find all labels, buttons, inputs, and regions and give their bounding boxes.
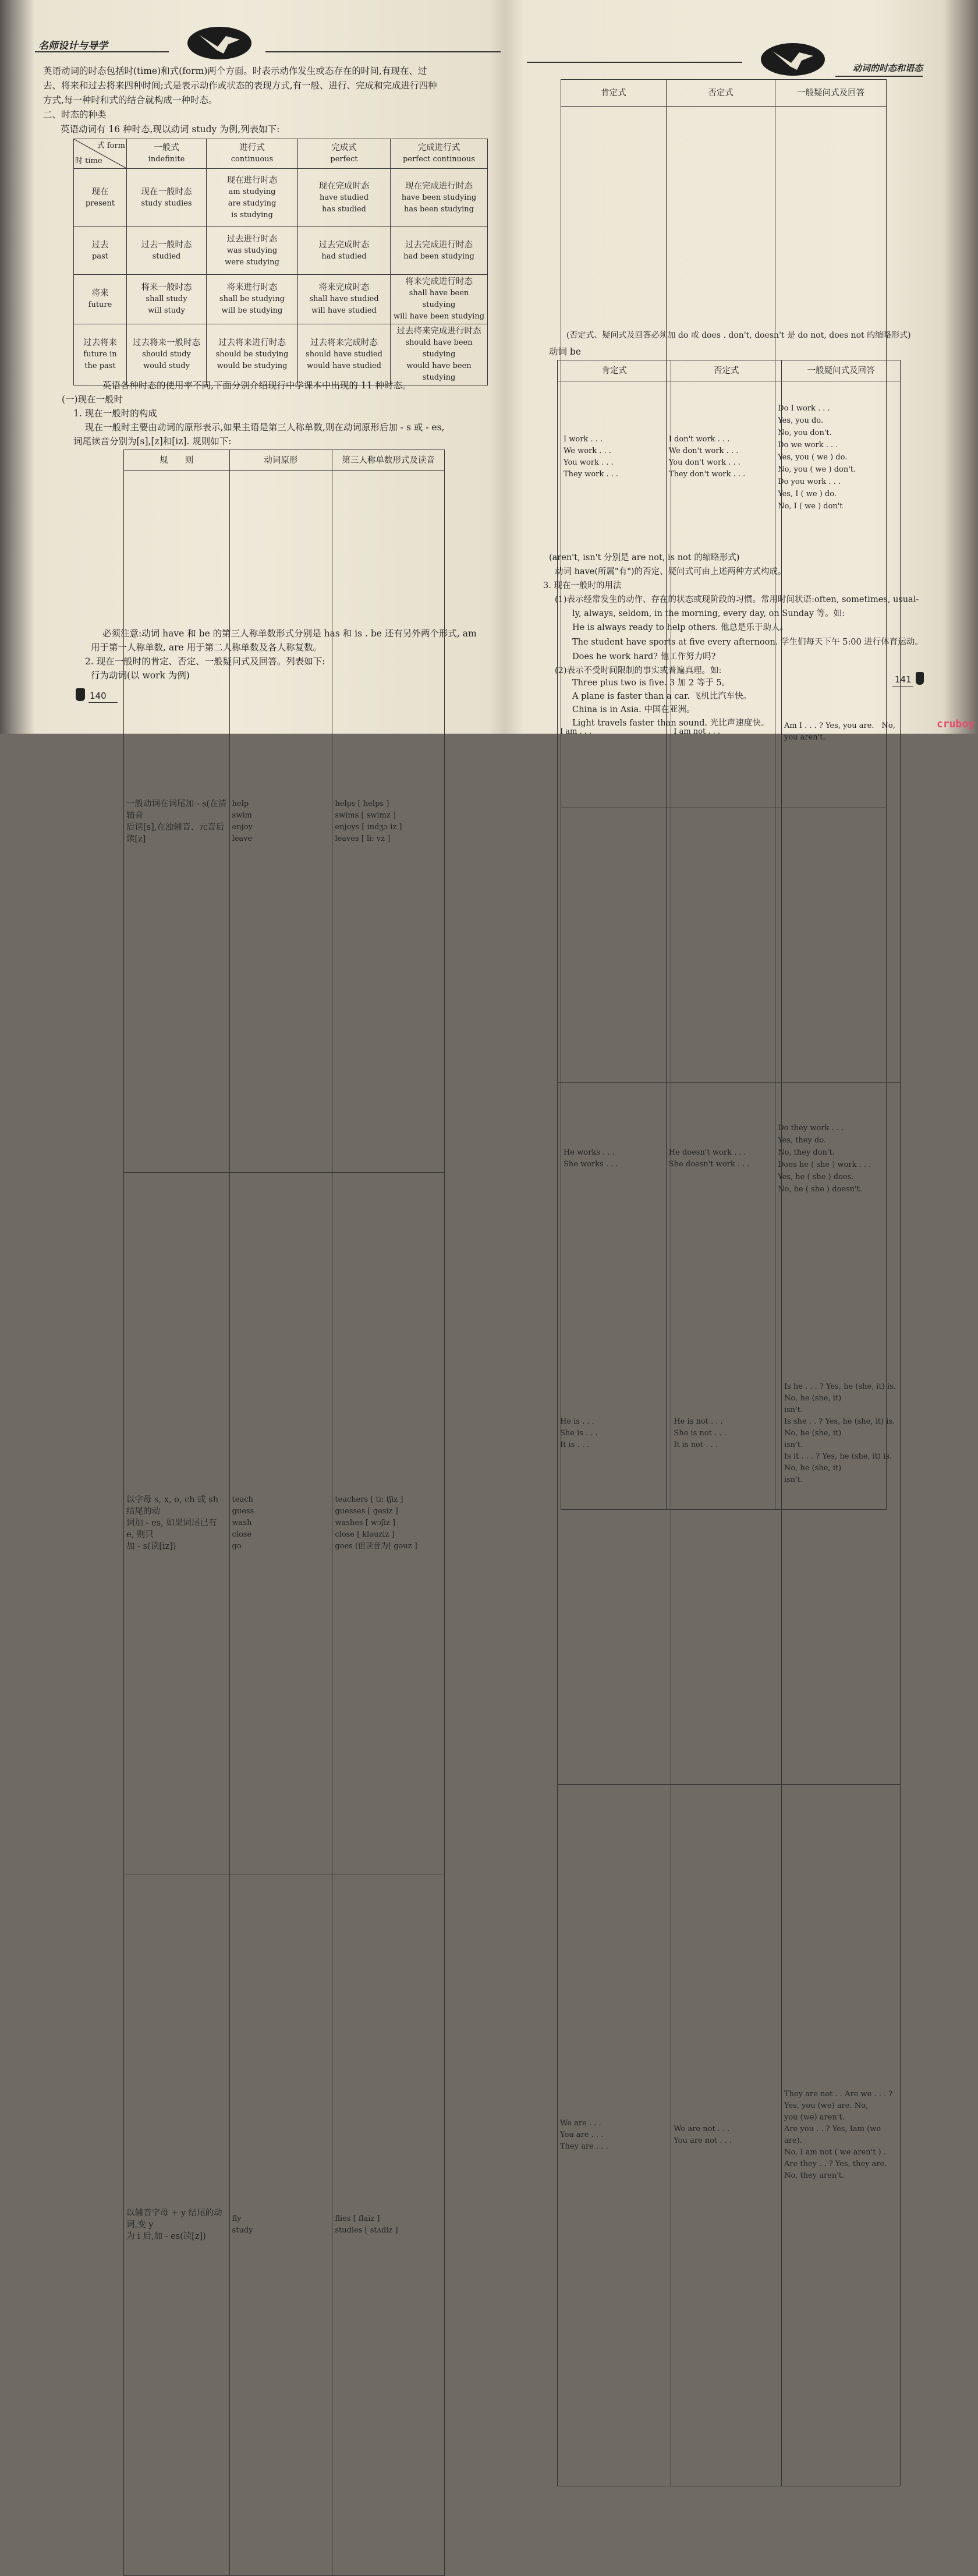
bird-logo-icon	[187, 27, 251, 59]
candle-icon	[916, 672, 924, 685]
subsection-title: 1. 现在一般时的构成	[73, 408, 157, 419]
example-block-1: He is always ready to help others. 他总是乐于助人。 The student have sports at five every afternoon. 学生们每天下午 5:00 进行体育运动。 Does he work hard? 他工作努力吗?	[572, 623, 923, 661]
be-note: (aren't, isn't 分别是 are not, is not 的缩略形式)	[549, 553, 740, 562]
bird-logo-icon	[761, 43, 825, 76]
note-paragraph-cont: 用于第一人称单数, are 用于第二人称单数及各人称复数。	[91, 642, 323, 653]
usage-1: (1)表示经常发生的动作、存在的状态或现阶段的习惯。常用时间状语:often, sometimes, usual-	[555, 595, 919, 604]
table-row: 过去将来 future in the past 过去将来一般时态 should study would study 过去将来进行时态 should be studying would be studying 过去将来完成时态 should have studied would have studied 过去将来完成进行时态 should have been studying would have been studying	[74, 324, 488, 385]
table-row: I work . . . We work . . . You work . . . They work . . . I don't work . . . We don't work . . . You don't work . . . They don't work . . . Do I work . . . Yes, you do. No, you don't. Do we work . . . Yes, you ( we ) do. No, you ( we ) don't. Do you work . . . Yes, I ( we ) do. No, I ( we ) don't	[561, 107, 887, 808]
rule-table: 规 则 动词原形 第三人称单数形式及读音 一般动词在词尾加 - s(在清辅音 后读[s],在浊辅音、元音后读[z] help swim enjoy leave helps [ helps ] swims [ swimz ] enjoys [ indʒɔ iz ] leaves [ li: vz ] 以字母 s, x, o, ch 或 sh 结尾的动 词加 - es, 如果词尾已有 e, 则只 加 - s(读[iz]) teach guess wash close go teachers [ ti: tʃiz ] guesses [ gesiz ] washes [ wɔʃiz ] close [ kləuziz ] goes (但读音为[ gəuz ] 以辅音字母 + y 结尾的动词,变 y 为 i 后,加 - es(读[z]) fly study flies [ flaiz ] studies [ stʌdiz ]	[123, 450, 445, 2576]
left-header-title: 名师设计与导学	[38, 40, 108, 52]
table-row: I am . . . I am not . . . Am I . . . ? Yes, you are. No, you aren't.	[558, 381, 901, 1083]
right-header-rule	[527, 62, 742, 63]
page-number-left: 140	[90, 691, 107, 701]
be-title: 动词 be	[549, 346, 582, 357]
table-row: We are . . . You are . . . They are . . . We are not . . . You are not . . . They are not . . Are we . . . ? Yes, you (we) are. No, you (we) aren't. Are you . . ? Yes, Iam (we are). No, I am not ( we aren't ) . Are they . . ? Yes, they are. No, they aren't.	[558, 1785, 901, 2486]
right-header-rule-2	[835, 76, 923, 77]
example-block-2: Three plus two is five. 3 加 2 等于 5。 A plane is faster than a car. 飞机比汽车快。 China is in Asia. 中国在亚洲。 Light travels faster than sound. 光比声速度快。	[572, 678, 770, 728]
section-heading: 二、时态的种类	[43, 109, 107, 120]
work-note: (否定式、疑问式及回答必须加 do 或 does . don't, doesn't 是 do not, does not 的缩略形式)	[566, 331, 911, 340]
page-number-right: 141	[895, 674, 912, 685]
page-number-rule	[88, 702, 118, 703]
table-row: He works . . . She works . . . He doesn't work . . . She doesn't work . . . Do they work . . . Yes, they do. No, they don't. Does he ( she ) work . . . Yes, he ( she ) does. No, he ( she ) doesn't.	[561, 808, 887, 1510]
usage-2: (2)表示不受时间限制的事实或普遍真理。如:	[555, 666, 722, 675]
table-row: 现在 present 现在一般时态 study studies 现在进行时态 am studying are studying is studying 现在完成时态 have studied has studied 现在完成进行时态 have been studying has been studying	[74, 169, 488, 227]
table-row: 以辅音字母 + y 结尾的动词,变 y 为 i 后,加 - es(读[z]) fly study flies [ flaiz ] studies [ stʌdiz ]	[124, 1874, 445, 2576]
watermark: cruboy	[936, 718, 975, 730]
usage-1-cont: ly, always, seldom, in the morning, every day, on Sunday 等。如:	[572, 609, 845, 618]
left-page	[35, 23, 501, 2241]
note-paragraph: 必须注意:动词 have 和 be 的第三人称单数形式分别是 has 和 is . be 还有另外两个形式, am	[102, 628, 477, 639]
intro-paragraph: 英语动词的时态包括时(time)和式(form)两个方面。时表示动作发生或态存在的时间,有现在、过 去、将来和过去将来四种时间;式是表示动作或状态的表现方式,有一般、进行、完成和完成进行四种 方式,每一种时和式的结合就构成一种时态。	[43, 66, 437, 105]
table-row: 过去 past 过去一般时态 studied 过去进行时态 was studying were studying 过去完成时态 had studied 过去完成进行时态 had been studying	[74, 227, 488, 275]
rule-paragraph: 现在一般时主要由动词的原形表示,如果主语是第三人称单数,则在动词原形后加 - s 或 - es,	[85, 422, 445, 433]
left-header-rule	[35, 51, 169, 52]
usage-text: 英语各种时态的使用率不同,下面分别介绍现行中学课本中出现的 11 种时态。	[102, 380, 412, 391]
table-row: 将来 future 将来一般时态 shall study will study 将来进行时态 shall be studying will be studying 将来完成时态 shall have studied will have studied 将来完成进行时态 shall have been studying will have been studying	[74, 275, 488, 324]
tense-table: 式 form 时 time 一般式 indefinite 进行式 continuous 完成式 perfect 完成进行式 perfect continuous 现在 present 现在一般时态 study studies 现在进行时态 am studying are studying is studying 现在完成时态 have studied has studied 现在完成进行时态 have been studying has been studying 过去 past 过去一般时态 studied 过去进行时态 was studying were studying 过去完成时态 had studied 过去完成进行时态 had been studying 将来 future 将来一般时态 shall study will study 将来进行时态 shall be studying will be studying 将来完成时态 shall have studied will have studied 将来完成进行时态 shall have been studying will have been studying 过去将来 future in the past 过去将来一般时态 should study would study 过去将来进行时态 should be studying would be studying 过去将来完成时态 should have studied would have studied 过去将来完成进行时态 should have been studying would have been studying	[73, 139, 488, 385]
work-table: 肯定式 否定式 一般疑问式及回答 I work . . . We work . . . You work . . . They work . . . I don't work . . . We don't work . . . You don't work . . . They don't work . . . Do I work . . . Yes, you do. No, you don't. Do we work . . . Yes, you ( we ) do. No, you ( we ) don't. Do you work . . . Yes, I ( we ) do. No, I ( we ) don't He works . . . She works . . . He doesn't work . . . She doesn't work . . . Do they work . . . Yes, they do. No, they don't. Does he ( she ) work . . . Yes, he ( she ) does. No, he ( she ) doesn't.	[561, 79, 887, 1510]
candle-icon	[76, 688, 85, 701]
table-row: 一般动词在词尾加 - s(在清辅音 后读[s],在浊辅音、元音后读[z] help swim enjoy leave helps [ helps ] swims [ swimz ] enjoys [ indʒɔ iz ] leaves [ li: vz ]	[124, 471, 445, 1173]
section-text: 英语动词有 16 种时态,现以动词 study 为例,列表如下:	[61, 124, 280, 135]
subsection-heading: (一)现在一般时	[62, 394, 123, 405]
subsection-title-2: 2. 现在一般时的肯定、否定、一般疑问式及回答。列表如下:	[85, 656, 325, 667]
right-page	[527, 23, 934, 2180]
have-note: 动词 have(所属"有")的否定、疑问式可由上述两种方式构成。	[555, 567, 786, 576]
right-header-title: 动词的时态和语态	[853, 63, 923, 73]
page-number-rule-right	[892, 686, 913, 687]
be-table: 肯定式 否定式 一般疑问式及回答 I am . . . I am not . . . Am I . . . ? Yes, you are. No, you aren't. He is . . . She is . . . It is . . . He is not . . . She is not . . . It is not . . . Is he . . . ? Yes, he (she, it) is. No, he (she, it) isn't. Is she . . ? Yes, he (she, it) is. No, he (she, it) isn't. Is it . . . ? Yes, he (she, it) is. No, he (she, it) isn't. We are . . . You are . . . They are . . . We are not . . . You are not . . . They are not . . Are we . . . ? Yes, you (we) are. No, you (we) aren't. Are you . . ? Yes, Iam (we are). No, I am not ( we aren't ) . Are they . . ? Yes, they are. No, they aren't.	[557, 360, 901, 2486]
usage-title: 3. 现在一般时的用法	[543, 581, 622, 590]
left-header-rule-2	[265, 51, 501, 52]
table-row: 以字母 s, x, o, ch 或 sh 结尾的动 词加 - es, 如果词尾已有 e, 则只 加 - s(读[iz]) teach guess wash close go teachers [ ti: tʃiz ] guesses [ gesiz ] washes [ wɔʃiz ] close [ kləuziz ] goes (但读音为[ gəuz ]	[124, 1173, 445, 1874]
rule-paragraph-cont: 词尾读音分别为[s],[z]和[iz]. 规则如下:	[73, 436, 232, 447]
action-verb-label: 行为动词(以 work 为例)	[91, 670, 190, 681]
table-row: He is . . . She is . . . It is . . . He is not . . . She is not . . . It is not . . . Is he . . . ? Yes, he (she, it) is. No, he (she, it) isn't. Is she . . ? Yes, he (she, it) is. No, he (she, it) isn't. Is it . . . ? Yes, he (she, it) is. No, he (she, it) isn't.	[558, 1083, 901, 1785]
